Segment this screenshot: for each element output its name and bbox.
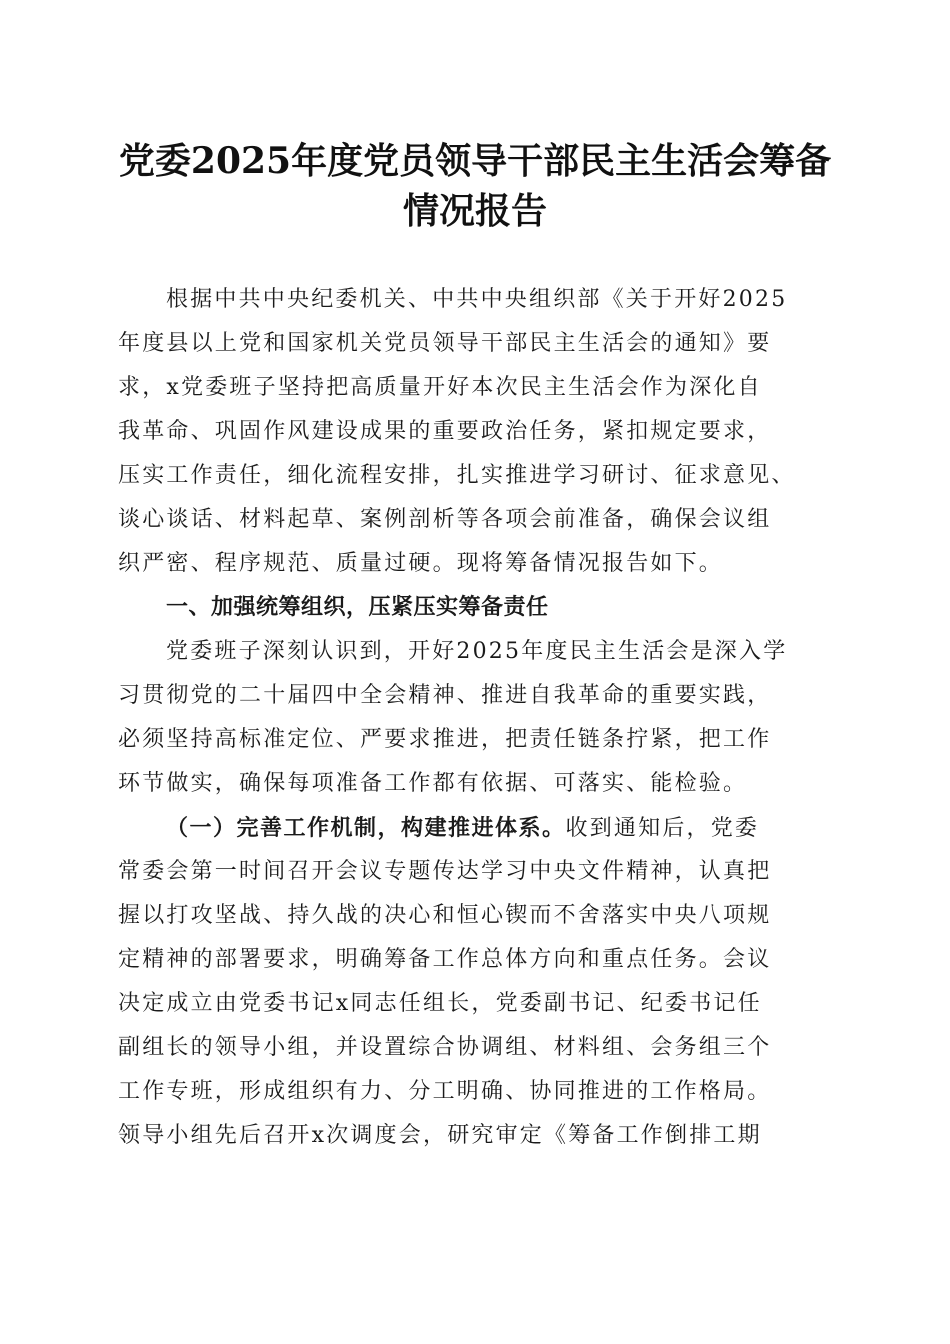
paragraph-line: 副组长的领导小组，并设置综合协调组、材料组、会务组三个 bbox=[118, 1035, 772, 1060]
subheading: （一）完善工作机制，构建推进体系。 bbox=[166, 815, 566, 841]
paragraph-line: 习贯彻党的二十届四中全会精神、推进自我革命的重要实践， bbox=[118, 683, 772, 708]
paragraph-line: 常委会第一时间召开会议专题传达学习中央文件精神，认真把 bbox=[118, 859, 772, 884]
paragraph-line: 握以打攻坚战、持久战的决心和恒心锲而不舍落实中央八项规 bbox=[118, 903, 772, 928]
document-body bbox=[118, 278, 832, 1158]
paragraph-text: 收到通知后，党委 bbox=[565, 816, 760, 841]
title-line-2: 情况报告 bbox=[402, 190, 547, 232]
title-line-1: 党委2025年度党员领导干部民主生活会筹备 bbox=[118, 140, 832, 182]
paragraph-line: 必须坚持高标准定位、严要求推进，把责任链条拧紧，把工作 bbox=[118, 727, 772, 752]
paragraph-line: 织严密、程序规范、质量过硬。现将筹备情况报告如下。 bbox=[118, 551, 724, 576]
paragraph-line: 年度县以上党和国家机关党员领导干部民主生活会的通知》要 bbox=[118, 331, 772, 356]
document-title bbox=[100, 136, 850, 236]
paragraph-line: 环节做实，确保每项准备工作都有依据、可落实、能检验。 bbox=[118, 771, 748, 796]
paragraph-line: 决定成立由党委书记x同志任组长，党委副书记、纪委书记任 bbox=[118, 991, 762, 1016]
paragraph-line: 定精神的部署要求，明确筹备工作总体方向和重点任务。会议 bbox=[118, 947, 772, 972]
paragraph-line: 根据中共中央纪委机关、中共中央组织部《关于开好2025 bbox=[166, 287, 788, 312]
paragraph-line: 领导小组先后召开x次调度会，研究审定《筹备工作倒排工期 bbox=[118, 1123, 762, 1148]
paragraph-line: 党委班子深刻认识到，开好2025年度民主生活会是深入学 bbox=[166, 639, 788, 664]
paragraph-line: 求，x党委班子坚持把高质量开好本次民主生活会作为深化自 bbox=[118, 375, 762, 400]
paragraph-line: 我革命、巩固作风建设成果的重要政治任务，紧扣规定要求， bbox=[118, 419, 772, 444]
section-heading: 一、加强统筹组织，压紧压实筹备责任 bbox=[166, 595, 549, 620]
paragraph-line: 谈心谈话、材料起草、案例剖析等各项会前准备，确保会议组 bbox=[118, 507, 772, 532]
paragraph-line: 工作专班，形成组织有力、分工明确、协同推进的工作格局。 bbox=[118, 1079, 772, 1104]
paragraph-line bbox=[118, 806, 832, 850]
paragraph-line: 压实工作责任，细化流程安排，扎实推进学习研讨、征求意见、 bbox=[118, 463, 796, 488]
